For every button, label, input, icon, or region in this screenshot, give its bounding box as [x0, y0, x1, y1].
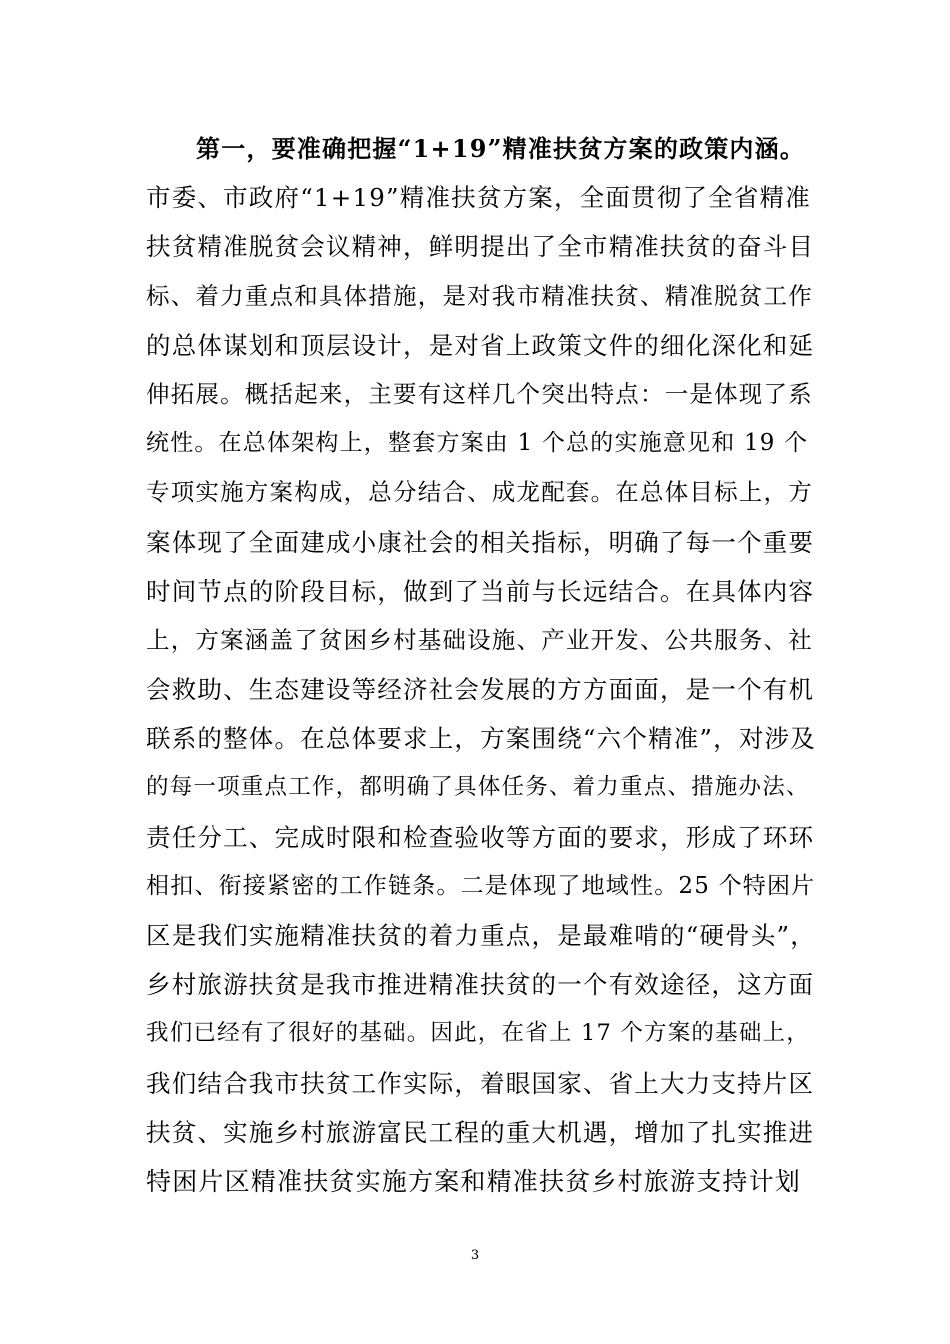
- text-line: 上，方案涵盖了贫困乡村基础设施、产业开发、公共服务、社: [146, 625, 813, 654]
- text-line: 责任分工、完成时限和检查验收等方面的要求，形成了环环: [146, 822, 815, 852]
- text-line: 我们已经有了很好的基础。因此，在省上 17 个方案的基础上，: [146, 1020, 810, 1047]
- text-line: 扶贫精准脱贫会议精神，鲜明提出了全市精准扶贫的奋斗目: [146, 232, 815, 262]
- text-line: 专项实施方案构成，总分结合、成龙配套。在总体目标上，方: [146, 478, 813, 507]
- text-line: 乡村旅游扶贫是我市推进精准扶贫的一个有效途径，这方面: [146, 970, 815, 1000]
- text-line: 市委、市政府“1+19”精准扶贫方案，全面贯彻了全省精准: [146, 183, 811, 213]
- text-line: 时间节点的阶段目标，做到了当前与长远结合。在具体内容: [146, 576, 815, 606]
- text-line: 的总体谋划和顶层设计，是对省上政策文件的细化深化和延: [146, 330, 815, 360]
- text-line: 相扣、衔接紧密的工作链条。二是体现了地域性。25 个特困片: [146, 872, 816, 899]
- text-line: 联系的整体。在总体要求上，方案围绕“六个精准”，对涉及: [146, 724, 816, 754]
- text-line: 伸拓展。概括起来，主要有这样几个突出特点：一是体现了系: [146, 379, 813, 408]
- text-line: 案体现了全面建成小康社会的相关指标，明确了每一个重要: [146, 527, 815, 557]
- text-line: 的每一项重点工作，都明确了具体任务、着力重点、措施办法、: [146, 774, 810, 801]
- text-line: 特困片区精准扶贫实施方案和精准扶贫乡村旅游支持计划: [146, 1166, 802, 1196]
- text-line: 扶贫、实施乡村旅游富民工程的重大机遇，增加了扎实推进: [146, 1117, 815, 1147]
- text-line: 区是我们实施精准扶贫的着力重点，是最难啃的“硬骨头”，: [146, 921, 816, 950]
- section-heading: 第一，要准确把握“1+19”精准扶贫方案的政策内涵。: [196, 134, 806, 163]
- text-line: 会救助、生态建设等经济社会发展的方方面面，是一个有机: [146, 675, 815, 705]
- page-number: 3: [470, 1248, 480, 1263]
- text-line: 标、着力重点和具体措施，是对我市精准扶贫、精准脱贫工作: [146, 281, 813, 310]
- body-text: [146, 124, 816, 1206]
- text-line: 我们结合我市扶贫工作实际，着眼国家、省上大力支持片区: [146, 1068, 815, 1098]
- text-line: 统性。在总体架构上，整套方案由 1 个总的实施意见和 19 个: [146, 430, 809, 457]
